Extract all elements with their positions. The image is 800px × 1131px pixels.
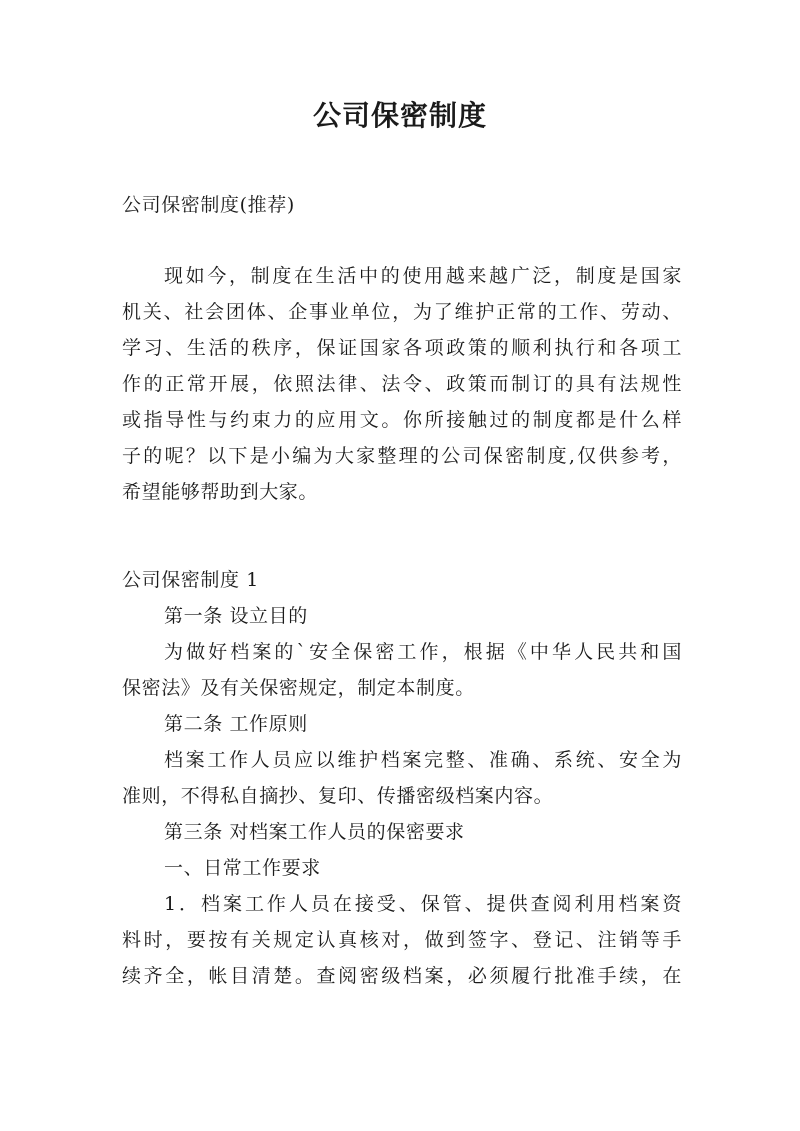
article-3-title: 第三条 对档案工作人员的保密要求 — [164, 821, 465, 843]
intro-line-3: 学习、生活的秩序，保证国家各项政策的顺利执行和各项工 — [122, 337, 682, 359]
article-1-title: 第一条 设立目的 — [164, 605, 308, 627]
intro-line-2: 机关、社会团体、企事业单位，为了维护正常的工作、劳动、 — [122, 301, 682, 323]
item-1-line-1: 1．档案工作人员在接受、保管、提供查阅利用档案资 — [164, 893, 682, 915]
intro-line-5: 或指导性与约束力的应用文。你所接触过的制度都是什么样 — [122, 409, 682, 431]
intro-line-1: 现如今，制度在生活中的使用越来越广泛，制度是国家 — [164, 265, 682, 287]
article-1-body-line-2: 保密法》及有关保密规定，制定本制度。 — [122, 677, 475, 699]
document-subtitle: 公司保密制度(推荐) — [122, 194, 295, 216]
item-1-line-2: 料时，要按有关规定认真核对，做到签字、登记、注销等手 — [122, 929, 682, 951]
article-2-body-line-1: 档案工作人员应以维护档案完整、准确、系统、安全为 — [164, 749, 682, 771]
item-1-line-3: 续齐全，帐目清楚。查阅密级档案，必须履行批准手续，在 — [122, 965, 682, 987]
document-title: 公司保密制度 — [312, 99, 487, 132]
section-heading: 公司保密制度 1 — [122, 569, 259, 591]
subsection-1-title: 一、日常工作要求 — [164, 857, 321, 879]
intro-line-7: 希望能够帮助到大家。 — [122, 481, 319, 503]
intro-line-6: 子的呢？以下是小编为大家整理的公司保密制度,仅供参考， — [122, 445, 682, 467]
article-1-body-line-1: 为做好档案的`安全保密工作，根据《中华人民共和国 — [164, 641, 682, 663]
intro-line-4: 作的正常开展，依照法律、法令、政策而制订的具有法规性 — [122, 373, 682, 395]
article-2-body-line-2: 准则，不得私自摘抄、复印、传播密级档案内容。 — [122, 785, 554, 807]
article-2-title: 第二条 工作原则 — [164, 713, 308, 735]
